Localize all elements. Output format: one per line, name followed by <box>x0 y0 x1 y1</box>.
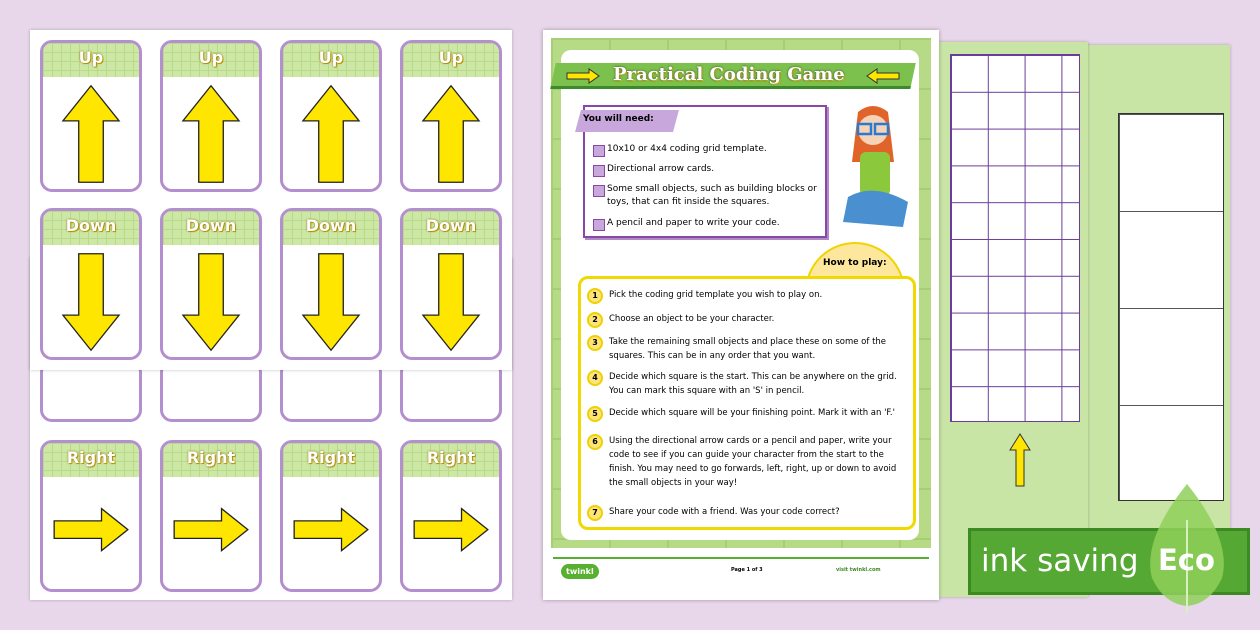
grid-page-10x10 <box>930 42 1088 597</box>
card-label: Right <box>43 443 139 477</box>
step-text: Decide which square will be your finishing point. Mark it with an 'F.' <box>609 408 895 418</box>
card-label: Right <box>163 443 259 477</box>
footer <box>553 557 929 576</box>
step-item <box>587 370 907 398</box>
right-arrow-icon <box>565 68 601 84</box>
ink-saving-label: ink saving <box>981 543 1139 579</box>
step-text: Decide which square is the start. This can be anywhere on the grid. You can mark this square with an 'S' in pencil. <box>609 372 897 396</box>
girl-illustration <box>828 102 918 237</box>
arrow-card-down <box>40 208 142 360</box>
step-text: Using the directional arrow cards or a pencil and paper, write your code to see if you can guide your character from the start to the finish. You may need to go forwards, left, right, up or down to avoid the small objects in your way! <box>609 436 897 488</box>
card-label: Right <box>283 443 379 477</box>
arrow-card-right <box>400 440 502 592</box>
card-label: Up <box>43 43 139 77</box>
arrow-card-down <box>280 208 382 360</box>
up-arrow-icon <box>163 77 259 191</box>
step-number: 7 <box>587 505 603 521</box>
step-text: Choose an object to be your character. <box>609 314 775 324</box>
step-number: 5 <box>587 406 603 422</box>
up-arrow-icon <box>403 77 499 191</box>
need-item: Some small objects, such as building blocks or toys, that can fit inside the squares. <box>593 183 823 209</box>
arrow-card-up <box>400 40 502 192</box>
page-title: Practical Coding Game <box>613 64 845 85</box>
need-item: Directional arrow cards. <box>593 163 823 176</box>
step-text: Take the remaining small objects and place these on some of the squares. This can be in any order that you want. <box>609 337 887 361</box>
down-arrow-icon <box>43 245 139 359</box>
step-number: 3 <box>587 335 603 351</box>
step-text: Pick the coding grid template you wish to play on. <box>609 290 823 300</box>
step-item <box>587 335 907 363</box>
arrow-card-up <box>160 40 262 192</box>
how-to-play-label: How to play: <box>823 258 887 268</box>
step-number: 1 <box>587 288 603 304</box>
need-item: 10x10 or 4x4 coding grid template. <box>593 143 823 156</box>
up-arrow-icon <box>1008 432 1032 488</box>
step-item <box>587 505 907 519</box>
card-label: Down <box>403 211 499 245</box>
card-label: Up <box>403 43 499 77</box>
footer-url: visit twinkl.com <box>836 567 881 573</box>
step-item <box>587 406 907 420</box>
step-item <box>587 434 907 490</box>
page-number: Page 1 of 3 <box>731 567 763 573</box>
arrow-card-up <box>40 40 142 192</box>
step-text: Share your code with a friend. Was your code correct? <box>609 507 840 517</box>
arrow-card-right <box>280 440 382 592</box>
step-number: 4 <box>587 370 603 386</box>
step-item <box>587 312 907 326</box>
left-arrow-icon <box>865 68 901 84</box>
down-arrow-icon <box>403 245 499 359</box>
instruction-page <box>543 30 939 600</box>
card-label: Down <box>43 211 139 245</box>
card-label: Down <box>283 211 379 245</box>
twinkl-logo: twinkl <box>561 564 599 579</box>
right-arrow-icon <box>283 477 379 591</box>
need-item: A pencil and paper to write your code. <box>593 217 823 230</box>
card-label: Down <box>163 211 259 245</box>
up-arrow-icon <box>283 77 379 191</box>
step-item <box>587 288 907 302</box>
step-number: 2 <box>587 312 603 328</box>
down-arrow-icon <box>283 245 379 359</box>
eco-label: Eco <box>1158 543 1215 577</box>
down-arrow-icon <box>163 245 259 359</box>
card-label: Right <box>403 443 499 477</box>
arrow-card-right <box>40 440 142 592</box>
card-label: Up <box>283 43 379 77</box>
arrow-card-down <box>400 208 502 360</box>
arrow-card-up <box>280 40 382 192</box>
card-label: Up <box>163 43 259 77</box>
right-arrow-icon <box>403 477 499 591</box>
right-arrow-icon <box>43 477 139 591</box>
step-number: 6 <box>587 434 603 450</box>
up-arrow-icon <box>43 77 139 191</box>
you-will-need-label: You will need: <box>583 114 654 124</box>
arrow-card-down <box>160 208 262 360</box>
arrow-card-right <box>160 440 262 592</box>
right-arrow-icon <box>163 477 259 591</box>
